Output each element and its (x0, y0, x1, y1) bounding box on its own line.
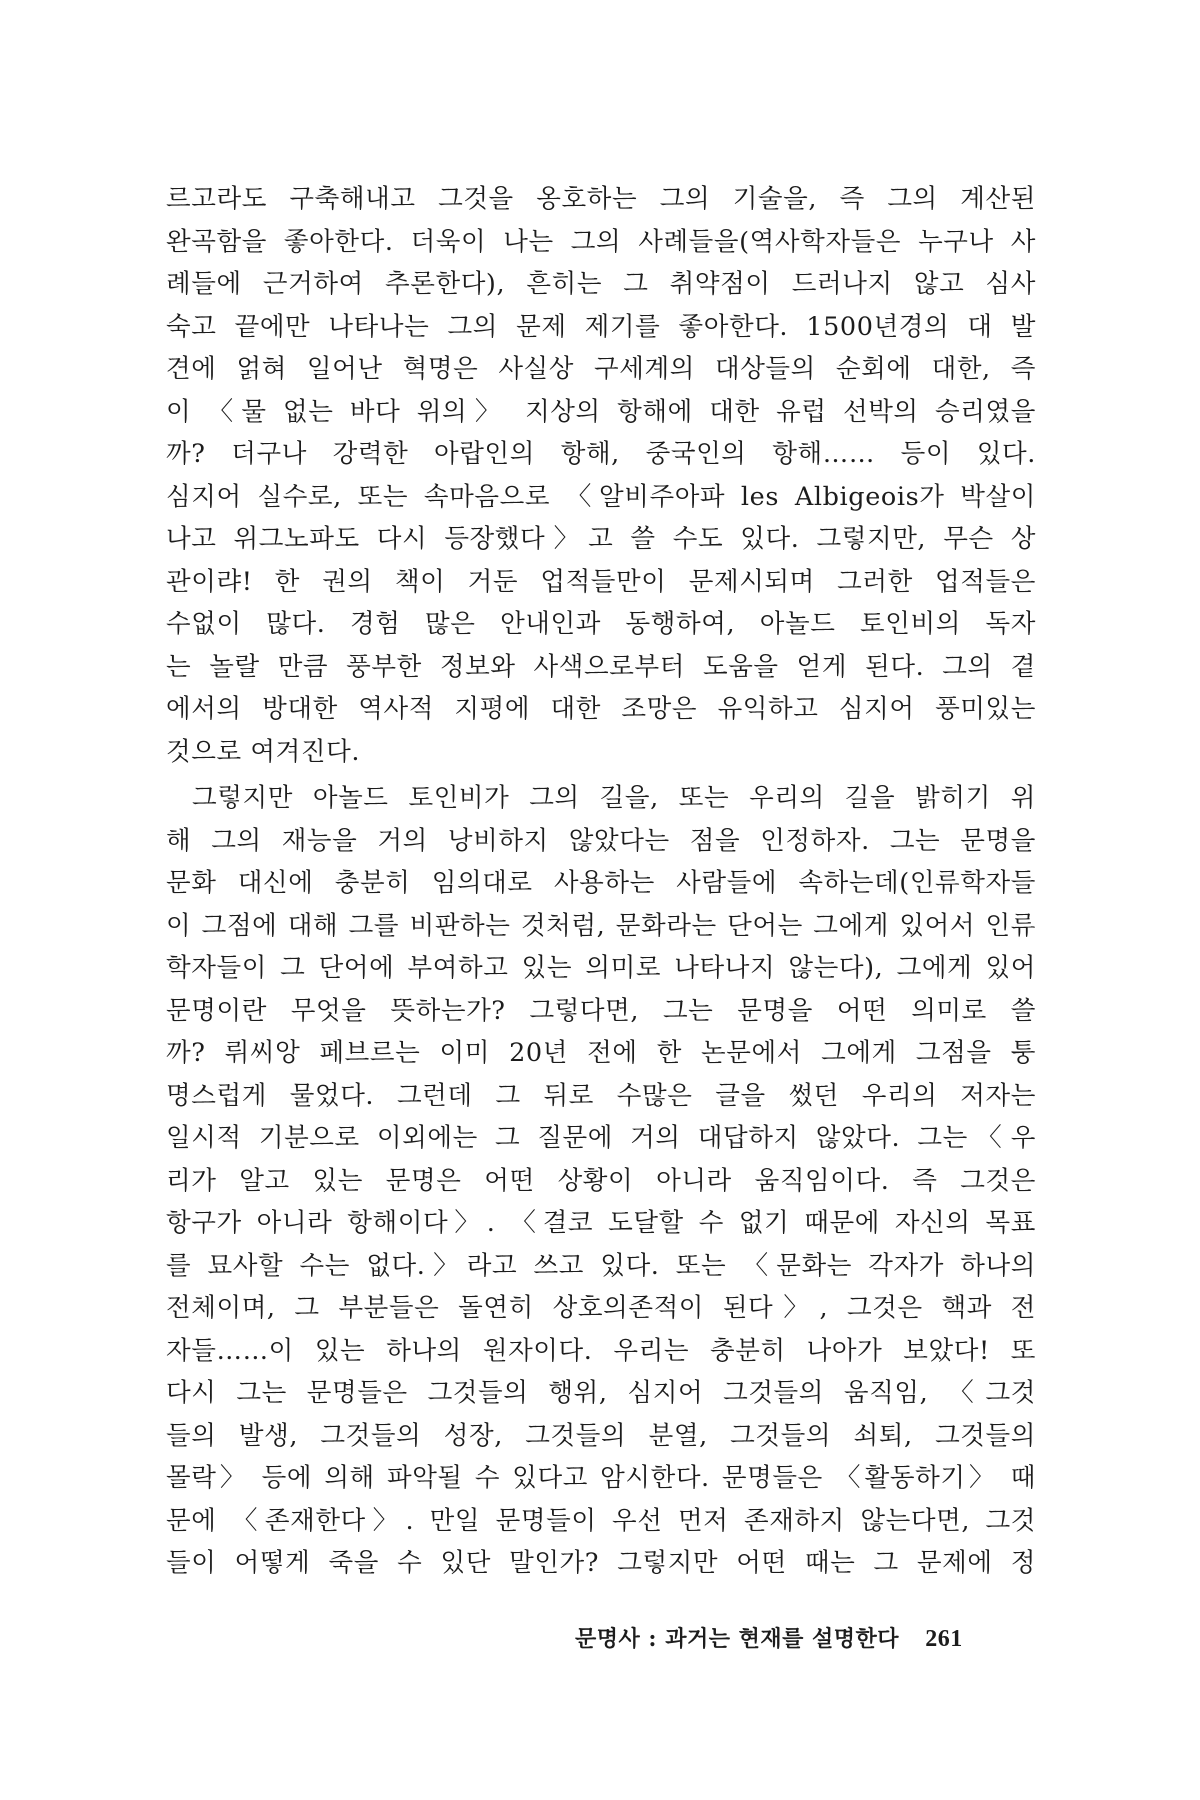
text-line: 학자들이 그 단어에 부여하고 있는 의미로 나타나지 않는다), 그에게 있어 (166, 953, 1036, 983)
text-line: 까? 뤼씨앙 페브르는 이미 20년 전에 한 논문에서 그에게 그점을 퉁 (166, 1038, 1036, 1068)
text-line: 전체이며, 그 부분들은 돌연히 상호의존적이 된다〉, 그것은 핵과 전 (166, 1293, 1036, 1323)
text-line: 까? 더구나 강력한 아랍인의 항해, 중국인의 항해…… 등이 있다. (166, 439, 1036, 469)
text-line: 심지어 실수로, 또는 속마음으로 〈알비주아파 les Albigeois가 박살이 (166, 481, 1036, 512)
text-line: 문화 대신에 충분히 임의대로 사용하는 사람들에 속하는데(인류학자들 (166, 868, 1036, 898)
text-line: 견에 얽혀 일어난 혁명은 사실상 구세계의 대상들의 순회에 대한, 즉 (166, 354, 1036, 384)
text-line: 자들……이 있는 하나의 원자이다. 우리는 충분히 나아가 보았다! 또 (166, 1335, 1036, 1366)
text-line: 는 놀랄 만큼 풍부한 정보와 사색으로부터 도움을 얻게 된다. 그의 곁 (166, 651, 1036, 682)
body-text (166, 178, 1036, 1585)
text-line: 들의 발생, 그것들의 성장, 그것들의 분열, 그것들의 쇠퇴, 그것들의 (166, 1420, 1036, 1451)
text-line: 수없이 많다. 경험 많은 안내인과 동행하여, 아놀드 토인비의 독자 (166, 609, 1036, 639)
text-line: 나고 위그노파도 다시 등장했다〉고 쓸 수도 있다. 그렇지만, 무슨 상 (166, 524, 1036, 554)
text-line: 례들에 근거하여 추론한다), 흔히는 그 취약점이 드러나지 않고 심사 (166, 269, 1036, 299)
text-line: 문명이란 무엇을 뜻하는가? 그렇다면, 그는 문명을 어떤 의미로 쓸 (166, 995, 1036, 1026)
text-line: 숙고 끝에만 나타나는 그의 문제 제기를 좋아한다. 1500년경의 대 발 (166, 311, 1036, 342)
text-line: 완곡함을 좋아한다. 더욱이 나는 그의 사례들을(역사학자들은 누구나 사 (166, 226, 1036, 257)
text-line: 것으로 여겨진다. (166, 736, 361, 767)
paragraph-1 (166, 178, 1036, 773)
text-line: 에서의 방대한 역사적 지평에 대한 조망은 유익하고 심지어 풍미있는 (166, 694, 1036, 724)
text-line: 를 묘사할 수는 없다.〉라고 쓰고 있다. 또는 〈문화는 각자가 하나의 (166, 1250, 1036, 1281)
text-line: 해 그의 재능을 거의 낭비하지 않았다는 점을 인정하자. 그는 문명을 (166, 825, 1036, 856)
text-line: 리가 알고 있는 문명은 어떤 상황이 아니라 움직임이다. 즉 그것은 (166, 1165, 1036, 1196)
running-footer (575, 1622, 1035, 1656)
text-line: 들이 어떻게 죽을 수 있단 말인가? 그렇지만 어떤 때는 그 문제에 정 (166, 1548, 1036, 1578)
text-line: 문에 〈존재한다〉. 만일 문명들이 우선 먼저 존재하지 않는다면, 그것 (166, 1505, 1036, 1536)
text-line: 이 그점에 대해 그를 비판하는 것처럼, 문화라는 단어는 그에게 있어서 인류 (166, 910, 1036, 941)
text-line: 명스럽게 물었다. 그런데 그 뒤로 수많은 글을 썼던 우리의 저자는 (166, 1080, 1036, 1111)
text-line: 일시적 기분으로 이외에는 그 질문에 거의 대답하지 않았다. 그는〈우 (166, 1123, 1036, 1153)
running-title: 문명사 : 과거는 현재를 설명한다 (575, 1626, 900, 1652)
text-line: 그렇지만 아놀드 토인비가 그의 길을, 또는 우리의 길을 밝히기 위 (192, 783, 1036, 813)
text-line: 항구가 아니라 항해이다〉. 〈결코 도달할 수 없기 때문에 자신의 목표 (166, 1208, 1036, 1238)
paragraph-2 (166, 777, 1036, 1585)
text-line: 르고라도 구축해내고 그것을 옹호하는 그의 기술을, 즉 그의 계산된 (166, 184, 1036, 214)
text-line: 관이랴! 한 권의 책이 거둔 업적들만이 문제시되며 그러한 업적들은 (166, 566, 1036, 597)
text-line: 몰락〉 등에 의해 파악될 수 있다고 암시한다. 문명들은 〈활동하기〉 때 (166, 1463, 1036, 1493)
text-line: 이 〈물 없는 바다 위의〉 지상의 항해에 대한 유럽 선박의 승리였을 (166, 396, 1036, 427)
page-number: 261 (925, 1626, 963, 1652)
text-line: 다시 그는 문명들은 그것들의 행위, 심지어 그것들의 움직임, 〈그것 (166, 1378, 1036, 1408)
